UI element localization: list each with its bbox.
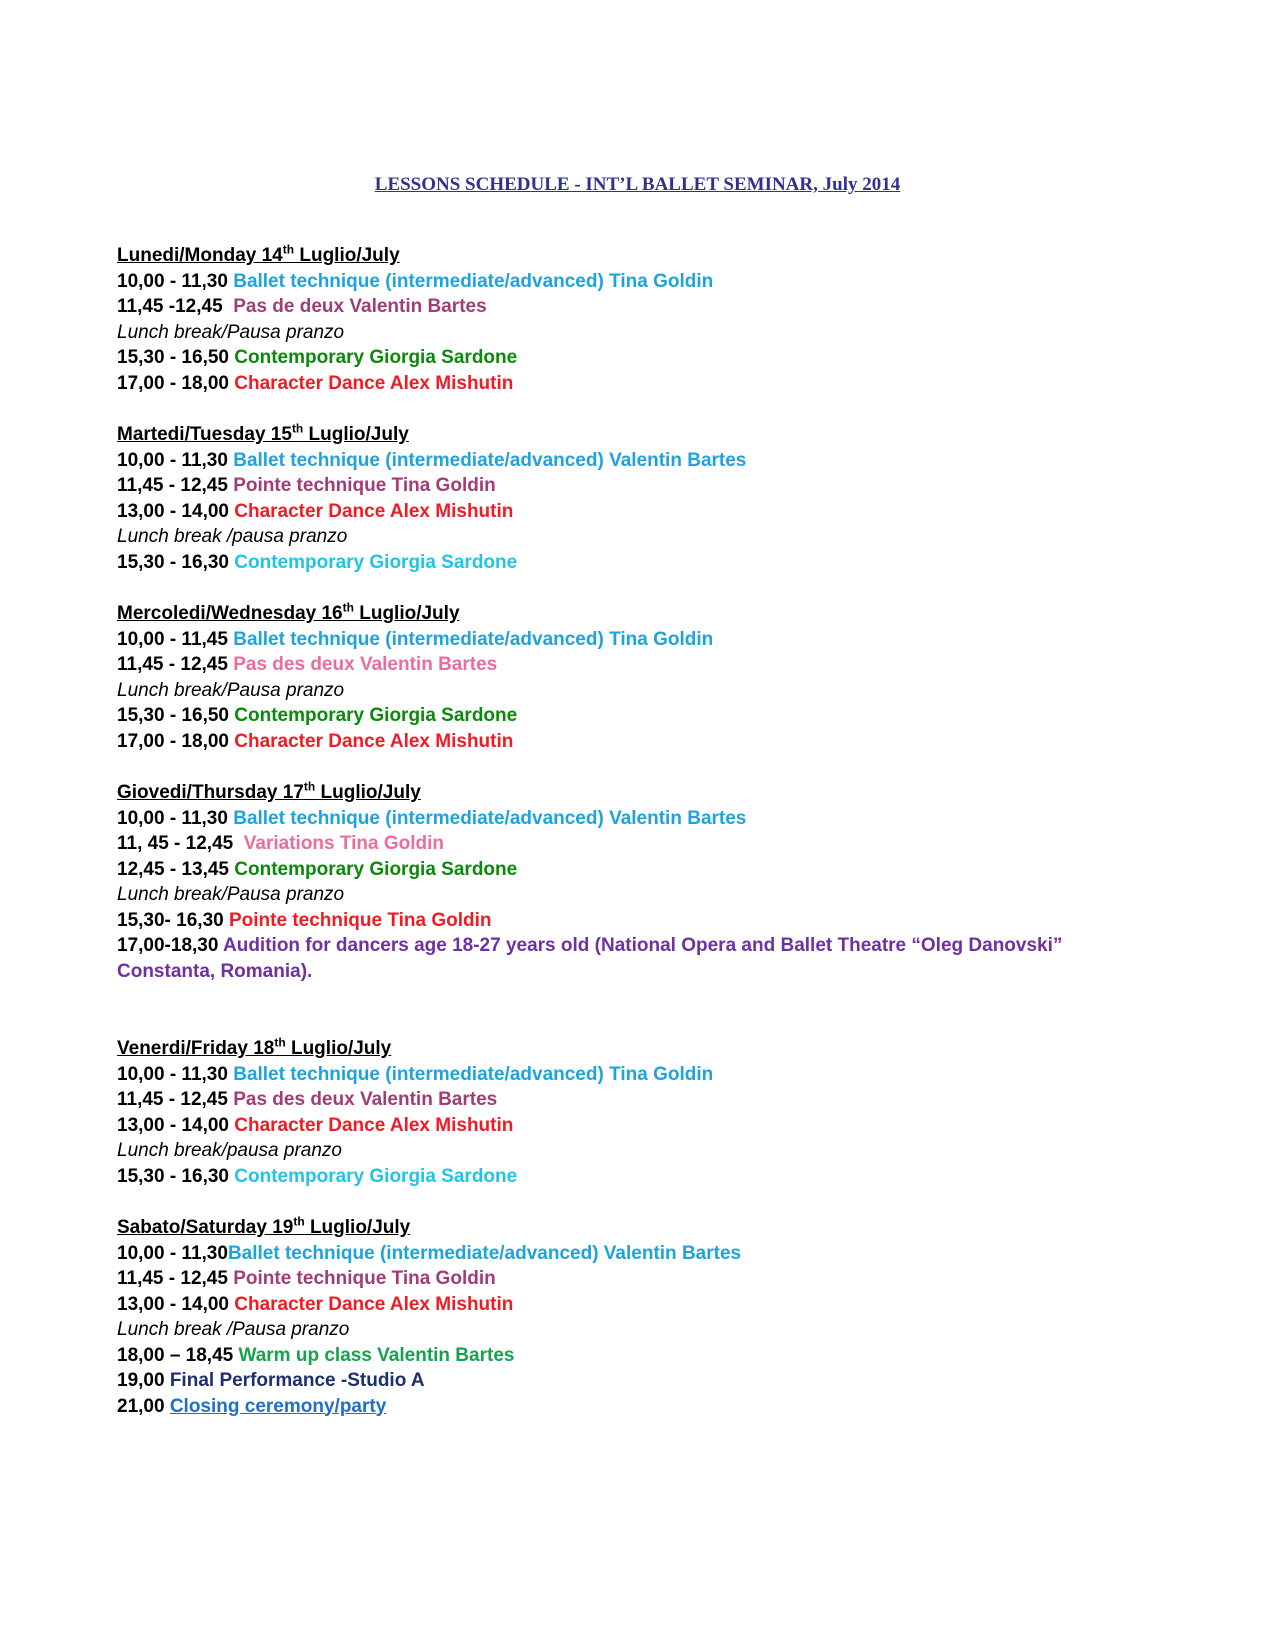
session-time: 10,00 - 11,30 xyxy=(117,1063,228,1085)
session-time: 19,00 xyxy=(117,1370,165,1391)
session-time: 17,00-18,30 xyxy=(117,935,219,956)
day-heading-ordinal: th xyxy=(282,242,295,257)
day-block xyxy=(117,601,1157,754)
session-activity: Character Dance Alex Mishutin xyxy=(228,730,514,752)
session-time: 21,00 xyxy=(117,1395,165,1417)
session-time: 10,00 - 11,30 xyxy=(117,449,228,471)
session-time: 17,00 - 18,00 xyxy=(117,730,229,752)
schedule-row xyxy=(117,269,1157,295)
day-block xyxy=(117,780,1157,984)
session-activity: Audition for dancers age 18-27 years old (National Opera and Ballet Theatre “Oleg Danovski” Constanta, Romania). xyxy=(117,935,1068,982)
lunch-break: Lunch break/Pausa pranzo xyxy=(117,884,345,905)
lunch-break: Lunch break /pausa pranzo xyxy=(117,526,348,547)
schedule-row xyxy=(117,499,1157,525)
page-title: LESSONS SCHEDULE - INT’L BALLET SEMINAR, July 2014 xyxy=(374,174,901,195)
session-activity: Ballet technique (intermediate/advanced) Valentin Bartes xyxy=(227,807,747,829)
session-time: 18,00 – 18,45 xyxy=(117,1344,234,1366)
schedule-row xyxy=(117,473,1157,499)
schedule-row xyxy=(117,371,1157,397)
session-activity: Pointe technique Tina Goldin xyxy=(227,1268,496,1289)
schedule-row xyxy=(117,627,1157,653)
session-activity: Contemporary Giorgia Sardone xyxy=(228,858,518,880)
schedule-row xyxy=(117,448,1157,474)
session-time: 15,30 - 16,30 xyxy=(117,551,229,573)
lunch-break: Lunch break/Pausa pranzo xyxy=(117,679,345,701)
session-activity: Pointe technique Tina Goldin xyxy=(227,475,496,496)
session-activity: Ballet technique (intermediate/advanced) Valentin Bartes xyxy=(227,449,747,471)
day-heading xyxy=(117,780,1157,806)
session-activity: Character Dance Alex Mishutin xyxy=(228,500,514,522)
day-heading-date: Martedi/Tuesday 15 xyxy=(117,424,292,445)
schedule-row xyxy=(117,831,1157,857)
session-activity: Ballet technique (intermediate/advanced) Tina Goldin xyxy=(227,628,714,650)
session-activity: Pointe technique Tina Goldin xyxy=(223,909,492,931)
session-activity: Character Dance Alex Mishutin xyxy=(228,1293,514,1315)
schedule-row xyxy=(117,1292,1157,1318)
schedule-row xyxy=(117,806,1157,832)
session-time: 10,00 - 11,30 xyxy=(117,807,228,829)
session-time: 11,45 - 12,45 xyxy=(117,1268,228,1289)
session-activity: Contemporary Giorgia Sardone xyxy=(228,347,518,368)
lunch-break: Lunch break /Pausa pranzo xyxy=(117,1319,350,1340)
session-activity: Ballet technique (intermediate/advanced) Valentin Bartes xyxy=(227,1242,742,1264)
schedule-row xyxy=(117,703,1157,729)
schedule-row xyxy=(117,1343,1157,1369)
day-heading xyxy=(117,243,1157,269)
session-time: 10,00 - 11,30 xyxy=(117,1242,228,1264)
day-heading-month: Luglio/July xyxy=(315,782,421,803)
session-time: 13,00 - 14,00 xyxy=(117,1114,229,1136)
day-heading-date: Venerdi/Friday 18 xyxy=(117,1038,275,1059)
day-block xyxy=(117,422,1157,575)
day-block xyxy=(117,1215,1157,1419)
schedule-row xyxy=(117,294,1157,320)
day-heading-date: Lunedi/Monday 14 xyxy=(117,245,283,266)
session-time: 15,30 - 16,50 xyxy=(117,347,229,368)
session-time: 17,00 - 18,00 xyxy=(117,372,229,394)
day-heading xyxy=(117,601,1157,627)
session-time: 11,45 - 12,45 xyxy=(117,1089,228,1110)
day-heading-month: Luglio/July xyxy=(285,1038,392,1059)
schedule-row xyxy=(117,857,1157,883)
day-heading-month: Luglio/July xyxy=(353,603,460,624)
lunch-break: Lunch break/Pausa pranzo xyxy=(117,321,345,343)
session-time: 13,00 - 14,00 xyxy=(117,500,229,522)
closing-party-link[interactable]: Closing ceremony/party xyxy=(169,1395,387,1417)
day-block xyxy=(117,1036,1157,1189)
session-activity: Contemporary Giorgia Sardone xyxy=(228,705,518,726)
session-activity: Pas de deux Valentin Bartes xyxy=(222,296,487,317)
session-activity: Character Dance Alex Mishutin xyxy=(228,1114,514,1136)
session-activity: Ballet technique (intermediate/advanced) Tina Goldin xyxy=(227,270,714,292)
session-activity: Warm up class Valentin Bartes xyxy=(233,1344,515,1366)
session-time: 15,30 - 16,30 xyxy=(117,1165,229,1187)
day-heading xyxy=(117,1036,1157,1062)
day-block xyxy=(117,243,1157,396)
session-time: 15,30 - 16,50 xyxy=(117,705,229,726)
session-time: 10,00 - 11,45 xyxy=(117,628,228,650)
session-activity: Pas des deux Valentin Bartes xyxy=(227,654,498,675)
schedule-row xyxy=(117,908,1157,934)
schedule-row xyxy=(117,1394,1157,1420)
day-heading xyxy=(117,1215,1157,1241)
session-time: 12,45 - 13,45 xyxy=(117,858,229,880)
schedule-row xyxy=(117,1113,1157,1139)
schedule-row xyxy=(117,1087,1157,1113)
session-time: 15,30- 16,30 xyxy=(117,909,224,931)
day-heading-date: Sabato/Saturday 19 xyxy=(117,1217,294,1238)
day-heading-month: Luglio/July xyxy=(294,245,400,266)
session-activity: Final Performance -Studio A xyxy=(164,1370,425,1391)
schedule-row xyxy=(117,933,1157,984)
schedule-row xyxy=(117,1241,1157,1267)
schedule-row xyxy=(117,1062,1157,1088)
day-heading-ordinal: th xyxy=(274,1035,286,1050)
schedule-row xyxy=(117,1266,1157,1292)
schedule-row xyxy=(117,729,1157,755)
schedule-row xyxy=(117,1368,1157,1394)
session-time: 10,00 - 11,30 xyxy=(117,270,228,292)
session-time: 11,45 - 12,45 xyxy=(117,654,228,675)
session-time: 11,45 - 12,45 xyxy=(117,475,228,496)
day-heading-month: Luglio/July xyxy=(304,1217,411,1238)
day-heading-ordinal: th xyxy=(293,1214,305,1229)
day-heading-ordinal: th xyxy=(342,600,354,615)
day-heading xyxy=(117,422,1157,448)
session-activity: Contemporary Giorgia Sardone xyxy=(228,1165,518,1187)
day-heading-date: Mercoledi/Wednesday 16 xyxy=(117,603,343,624)
schedule-row xyxy=(117,345,1157,371)
session-time: 11,45 -12,45 xyxy=(117,296,223,317)
session-activity: Pas des deux Valentin Bartes xyxy=(227,1089,498,1110)
day-heading-ordinal: th xyxy=(291,421,304,436)
session-activity: Character Dance Alex Mishutin xyxy=(228,372,514,394)
schedule-days xyxy=(117,243,1157,1445)
day-heading-date: Giovedi/Thursday 17 xyxy=(117,782,304,803)
schedule-row xyxy=(117,550,1157,576)
session-time: 11, 45 - 12,45 xyxy=(117,833,234,854)
session-activity: Variations Tina Goldin xyxy=(233,833,445,854)
session-time: 13,00 - 14,00 xyxy=(117,1293,229,1315)
schedule-row xyxy=(117,1164,1157,1190)
lunch-break: Lunch break/pausa pranzo xyxy=(117,1140,342,1161)
session-activity: Ballet technique (intermediate/advanced) Tina Goldin xyxy=(227,1063,714,1085)
schedule-row xyxy=(117,652,1157,678)
day-heading-ordinal: th xyxy=(303,779,316,794)
session-activity: Contemporary Giorgia Sardone xyxy=(228,551,518,573)
day-heading-month: Luglio/July xyxy=(303,424,409,445)
